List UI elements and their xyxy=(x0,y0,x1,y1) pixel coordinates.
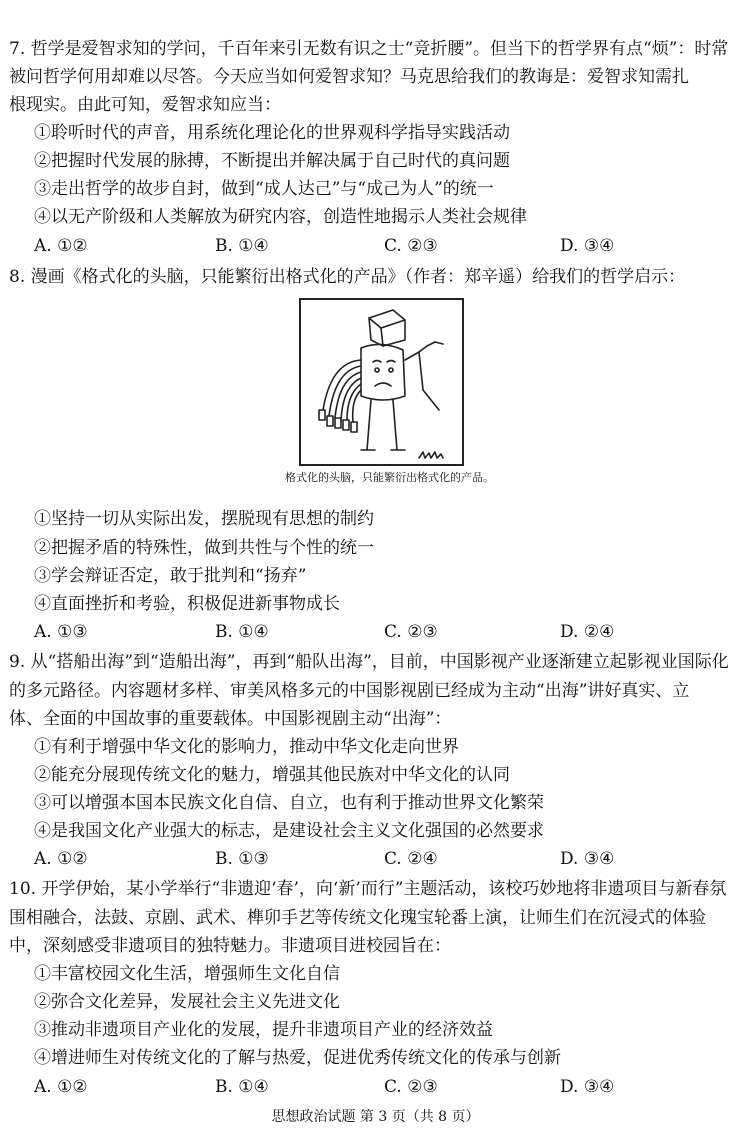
q10-choice-b: B. ①④ xyxy=(215,1077,269,1097)
q9-option-3: ③可以增强本国本民族文化自信、自立，也有利于推动世界文化繁荣 xyxy=(34,793,544,813)
q7-option-4: ④以无产阶级和人类解放为研究内容，创造性地揭示人类社会规律 xyxy=(34,207,527,227)
q9-stem-line-2: 的多元路径。内容题材多样、审美风格多元的中国影视剧已经成为主动“出海”讲好真实、立 xyxy=(9,681,690,701)
q10-choice-d: D. ③④ xyxy=(560,1077,615,1097)
q7-stem-line-3: 根现实。由此可知，爱智求知应当： xyxy=(9,95,281,115)
q10-option-4: ④增进师生对传统文化的了解与热爱，促进优秀传统文化的传承与创新 xyxy=(34,1048,561,1068)
q7-stem-line-2: 被问哲学何用却难以尽答。今天应当如何爱智求知？马克思给我们的教诲是：爱智求知需扎 xyxy=(9,67,689,87)
cartoon-caption: 格式化的头脑，只能繁衍出格式化的产品。 xyxy=(285,471,494,484)
q8-option-4: ④直面挫折和考验，积极促进新事物成长 xyxy=(34,594,340,614)
q9-stem-line-1: 9. 从“搭船出海”到“造船出海”，再到“船队出海”，目前，中国影视产业逐渐建立起影视业国际化 xyxy=(9,652,729,672)
q7-choice-b: B. ①④ xyxy=(215,236,269,256)
q9-stem-line-3: 体、全面的中国故事的重要载体。中国影视剧主动“出海”： xyxy=(9,709,452,729)
q8-option-3: ③学会辩证否定，敢于批判和“扬弃” xyxy=(34,566,307,586)
q10-option-3: ③推动非遗项目产业化的发展，提升非遗项目产业的经济效益 xyxy=(34,1020,493,1040)
q9-option-4: ④是我国文化产业强大的标志，是建设社会主义文化强国的必然要求 xyxy=(34,821,544,841)
q7-choice-a: A. ①② xyxy=(34,236,88,256)
page-footer: 思想政治试题 第 3 页（共 8 页） xyxy=(271,1109,480,1125)
q7-choice-d: D. ③④ xyxy=(560,236,615,256)
q10-stem-line-2: 围相融合，法鼓、京剧、武术、榫卯手艺等传统文化瑰宝轮番上演，让师生们在沉浸式的体验 xyxy=(9,908,706,928)
q8-choice-a: A. ①③ xyxy=(34,622,88,642)
q9-choice-b: B. ①③ xyxy=(215,849,269,869)
q10-stem-line-3: 中，深刻感受非遗项目的独特魅力。非遗项目进校园旨在： xyxy=(9,936,451,956)
q9-choice-a: A. ①② xyxy=(34,849,88,869)
q9-choice-d: D. ③④ xyxy=(560,849,615,869)
q8-choice-b: B. ①④ xyxy=(215,622,269,642)
q8-option-1: ①坚持一切从实际出发，摆脱现有思想的制约 xyxy=(34,509,374,529)
q10-option-1: ①丰富校园文化生活，增强师生文化自信 xyxy=(34,964,340,984)
q10-choice-c: C. ②③ xyxy=(384,1077,438,1097)
q9-choice-c: C. ②④ xyxy=(384,849,438,869)
q8-choice-c: C. ②③ xyxy=(384,622,438,642)
q7-choice-c: C. ②③ xyxy=(384,236,438,256)
q7-option-3: ③走出哲学的故步自封，做到“成人达己”与“成己为人”的统一 xyxy=(34,179,494,199)
q8-stem: 8. 漫画《格式化的头脑，只能繁衍出格式化的产品》（作者：郑辛遥）给我们的哲学启示： xyxy=(9,267,686,287)
q9-option-2: ②能充分展现传统文化的魅力，增强其他民族对中华文化的认同 xyxy=(34,765,510,785)
cartoon-image xyxy=(299,298,464,466)
q7-stem-line-1: 7. 哲学是爱智求知的学问，千百年来引无数有识之士“竞折腰”。但当下的哲学界有点“烦”：时常 xyxy=(9,39,729,59)
q10-choice-a: A. ①② xyxy=(34,1077,88,1097)
q7-option-1: ①聆听时代的声音，用系统化理论化的世界观科学指导实践活动 xyxy=(34,123,510,143)
q8-choice-d: D. ②④ xyxy=(560,622,615,642)
q10-option-2: ②弥合文化差异，发展社会主义先进文化 xyxy=(34,992,340,1012)
q9-option-1: ①有利于增强中华文化的影响力，推动中华文化走向世界 xyxy=(34,737,459,757)
cartoon-drawing xyxy=(301,300,462,464)
q10-stem-line-1: 10. 开学伊始，某小学举行“非遗迎‘春’，向‘新’而行”主题活动，该校巧妙地将非遗项目与新春氛 xyxy=(9,879,727,899)
q7-option-2: ②把握时代发展的脉搏，不断提出并解决属于自己时代的真问题 xyxy=(34,151,510,171)
q8-option-2: ②把握矛盾的特殊性，做到共性与个性的统一 xyxy=(34,538,374,558)
